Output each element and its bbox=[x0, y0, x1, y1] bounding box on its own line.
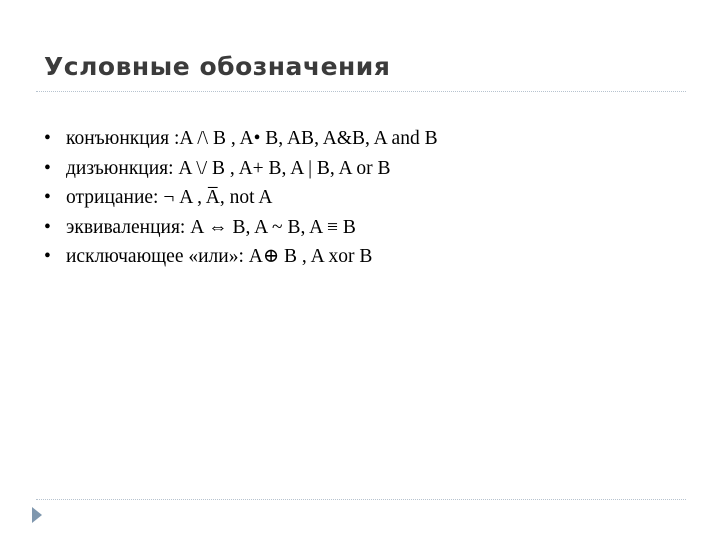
list-item-negation bbox=[44, 183, 438, 213]
list-item-text: дизъюнкция: A \/ B , A+ B, A | B, A or B bbox=[66, 157, 391, 179]
title-divider bbox=[36, 91, 686, 92]
triangle-right-icon[interactable] bbox=[30, 504, 44, 526]
bullet: • bbox=[44, 157, 51, 179]
list-item-equivalence bbox=[44, 213, 438, 243]
list-item-conjunction bbox=[44, 124, 438, 154]
list-item-text: эквиваленция: A ⇔ B, A ~ B, A ≡ B bbox=[66, 216, 356, 238]
slide-title: Условные обозначения bbox=[44, 52, 391, 81]
notation-list bbox=[44, 124, 438, 272]
bullet: • bbox=[44, 216, 51, 238]
bullet: • bbox=[44, 187, 51, 208]
bullet: • bbox=[44, 246, 51, 267]
list-item-xor bbox=[44, 242, 438, 272]
bullet: • bbox=[44, 128, 51, 149]
list-item-text: конъюнкция :A /\ B , A• B, AB, A&B, A and B bbox=[66, 128, 438, 149]
list-item-text: исключающее «или»: A⊕ B , A xor B bbox=[66, 246, 373, 267]
list-item-text: отрицание: ¬ A , A̅, not A bbox=[66, 187, 273, 208]
list-item-disjunction bbox=[44, 154, 438, 184]
footer-divider bbox=[36, 499, 686, 500]
